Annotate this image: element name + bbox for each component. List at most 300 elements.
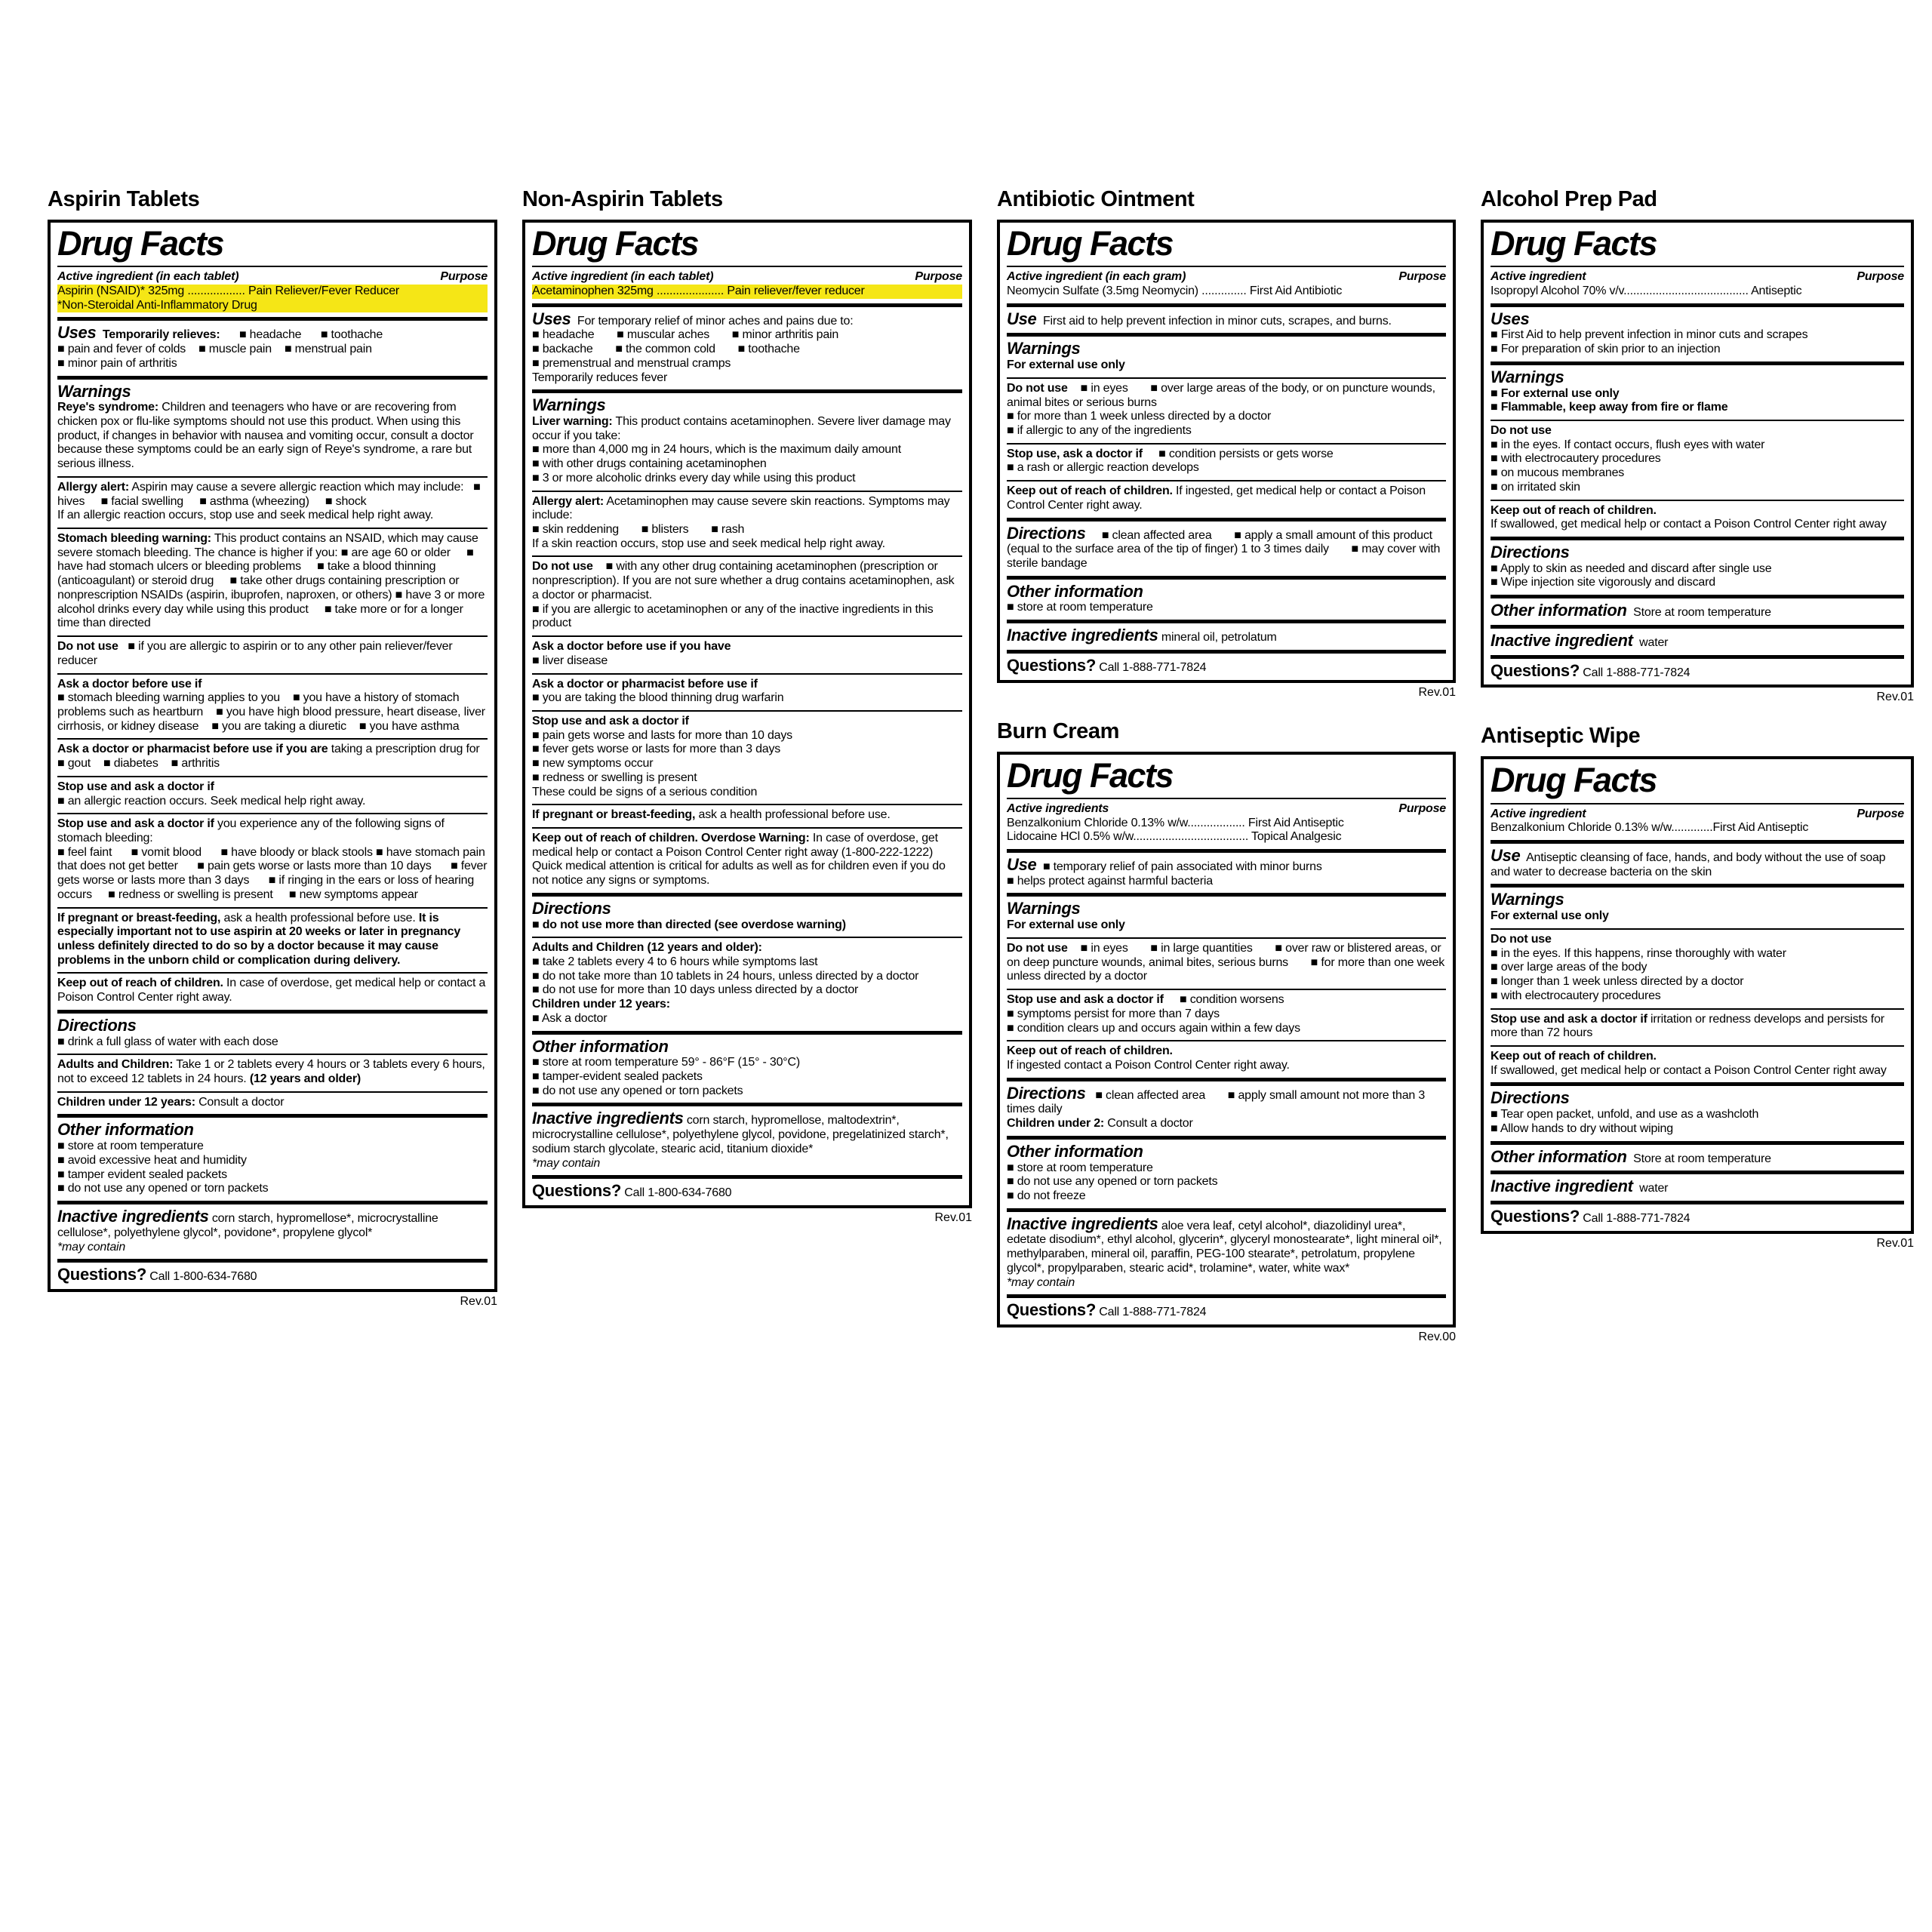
label-section — [57, 1091, 488, 1115]
body-text: irritation or redness develops and persists for more than 72 hours — [1491, 1012, 1888, 1040]
body-text: ■ store at room temperature — [1007, 601, 1153, 614]
body-text: ■ Wipe injection site vigorously and discard — [1491, 576, 1715, 589]
text-line — [532, 832, 962, 888]
text-line — [532, 270, 962, 285]
text-line — [1007, 830, 1446, 844]
body-text: Adults and Children: — [57, 1058, 174, 1072]
text-line — [532, 918, 962, 933]
label-section — [57, 476, 488, 528]
label-section — [1491, 266, 1904, 303]
body-text: Keep out of reach of children. — [1007, 485, 1173, 498]
text-line — [532, 1056, 962, 1070]
text-line — [57, 532, 488, 631]
panel-aspirin-tablets — [48, 187, 497, 1309]
body-text: ■ in the eyes. If this happens, rinse thoroughly with water — [1491, 946, 1786, 960]
body-text: Call 1-888-771-7824 — [1096, 1306, 1207, 1319]
text-line — [1491, 1108, 1904, 1122]
body-text: ■ pain and fever of colds ■ muscle pain ■ menstrual pain — [57, 343, 372, 356]
text-line — [57, 324, 488, 343]
revision-label: Rev.01 — [460, 1294, 497, 1308]
text-line — [532, 640, 962, 654]
text-line — [1007, 358, 1446, 373]
drug-facts-box — [48, 220, 497, 1292]
text-line — [1007, 1044, 1446, 1059]
drug-facts-title: Drug Facts — [1491, 761, 1657, 800]
body-text: For external use only — [1007, 358, 1125, 372]
text-line — [532, 786, 962, 800]
body-text: This product contains an NSAID, which may cause severe stomach bleeding. The chance is higher if you: ■ are age 60 or older ■ have had stomach ulcers or bleeding problems ■ take a blood thinning (anticoagulant) or steroid drug ■ take other drugs containing prescription or nonprescription NSAIDs (aspirin, ibuprofen, naproxen, or others) ■ have 3 or more alcohol drinks every day while using this product ■ take more or for a longer time than directed — [57, 532, 488, 630]
section-heading: Other information — [1491, 1146, 1627, 1166]
label-section — [1491, 1082, 1904, 1140]
body-text: Acetaminophen 325mg ..................... Pain reliever/fever reducer — [532, 284, 865, 297]
label-section — [1491, 759, 1904, 802]
text-line — [532, 678, 962, 692]
body-text: Call 1-888-771-7824 — [1096, 660, 1207, 674]
body-text: ■ stomach bleeding warning applies to you ■ you have a history of stomach problems such as heartburn ■ you have high blood pressure, heart disease, liver cirrhosis, or kidney disease ■ you are taking a diuretic ■ you have asthma — [57, 691, 489, 733]
body-text: Do not use — [1007, 381, 1068, 395]
text-line — [1491, 975, 1904, 989]
body-text: ■ avoid excessive heat and humidity — [57, 1153, 247, 1167]
label-column-3 — [997, 187, 1456, 1344]
section-heading: Questions? — [1491, 660, 1580, 680]
body-text: Keep out of reach of children. Overdose Warning: — [532, 831, 810, 844]
section-heading: Other information — [1007, 1141, 1143, 1161]
label-section — [532, 710, 962, 804]
text-line — [1007, 875, 1446, 889]
text-line — [1007, 1059, 1446, 1073]
label-section — [532, 223, 962, 266]
body-text: ■ with electrocautery procedures — [1491, 452, 1661, 466]
text-line — [532, 371, 962, 386]
drug-facts-box — [1481, 756, 1914, 1233]
revision-label: Rev.00 — [1418, 1331, 1456, 1343]
body-text: Stop use and ask a doctor if — [1007, 993, 1164, 1007]
body-text: Neomycin Sulfate (3.5mg Neomycin) .............. First Aid Antibiotic — [1007, 284, 1343, 297]
section-heading: Directions — [1007, 1083, 1086, 1103]
body-text: ■ for more than 1 week unless directed by a doctor — [1007, 410, 1272, 423]
body-text: If swallowed, get medical help or contact a Poison Control Center right away — [1491, 518, 1887, 531]
text-line — [57, 226, 488, 261]
label-section — [1491, 303, 1904, 361]
body-text: ■ store at room temperature — [57, 1140, 204, 1153]
section-heading: Questions? — [532, 1181, 622, 1201]
text-line — [1491, 466, 1904, 481]
text-line — [57, 343, 488, 357]
purpose-heading — [1857, 270, 1904, 285]
body-text: Take 1 or 2 tablets every 4 hours or 3 tablets every 6 hours, not to exceed 12 tablets in 24 hours. — [57, 1058, 488, 1086]
label-section — [57, 528, 488, 635]
text-line — [57, 1208, 488, 1240]
text-line — [532, 743, 962, 757]
purpose-heading — [440, 270, 488, 285]
body-text: ■ do not freeze — [1007, 1189, 1086, 1202]
text-line — [57, 1140, 488, 1154]
text-line — [57, 270, 488, 285]
text-line — [532, 955, 962, 970]
label-section — [1491, 803, 1904, 840]
label-section — [532, 491, 962, 556]
text-line — [532, 1182, 962, 1201]
body-text — [96, 328, 103, 341]
body-text: ■ clean affected area ■ apply small amount not more than 3 times daily — [1007, 1088, 1429, 1116]
body-text: ■ condition clears up and occurs again within a few days — [1007, 1021, 1300, 1035]
purpose-heading — [915, 270, 962, 285]
body-text: water — [1632, 1182, 1669, 1195]
section-heading: Other information — [57, 1120, 194, 1140]
body-text: ■ Apply to skin as needed and discard after single use — [1491, 561, 1772, 575]
section-heading: Warnings — [57, 381, 131, 401]
body-text: Purpose — [1857, 807, 1904, 820]
section-heading: Inactive ingredient — [1491, 630, 1633, 650]
body-text: ■ Flammable, keep away from fire or flame — [1491, 401, 1728, 414]
label-section — [57, 317, 488, 375]
text-line — [532, 472, 962, 486]
revision-label: Rev.01 — [1418, 685, 1456, 699]
text-line — [1007, 1084, 1446, 1117]
body-text: ■ temporary relief of pain associated with minor burns — [1036, 860, 1322, 874]
text-line — [1007, 817, 1446, 831]
revision-label: Rev.01 — [1876, 1236, 1914, 1250]
text-line — [1007, 1301, 1446, 1320]
section-heading: Uses — [57, 323, 97, 343]
text-line — [1491, 961, 1904, 975]
revision-label: Rev.01 — [1876, 691, 1914, 704]
text-line — [57, 481, 488, 509]
body-text: ■ premenstrual and menstrual cramps — [532, 356, 731, 370]
body-text: Aspirin (NSAID)* 325mg .................. Pain Reliever/Fever Reducer — [57, 284, 400, 297]
panel-title-burn-cream: Burn Cream — [997, 718, 1119, 743]
panel-antibiotic-ointment — [997, 187, 1456, 700]
drug-facts-box — [1481, 220, 1914, 688]
text-line — [532, 998, 962, 1012]
purpose-heading — [1857, 808, 1904, 822]
body-text: Do not use — [1491, 932, 1552, 946]
body-text: Stomach bleeding warning: — [57, 532, 211, 546]
text-line — [1007, 1008, 1446, 1022]
text-line — [1007, 918, 1446, 933]
body-text: ■ Allow hands to dry without wiping — [1491, 1121, 1673, 1135]
text-line — [1491, 518, 1904, 532]
body-text: Purpose — [440, 270, 488, 284]
label-section — [532, 673, 962, 710]
label-section — [1007, 1136, 1446, 1208]
label-section — [1007, 650, 1446, 680]
text-line — [1007, 942, 1446, 984]
body-text: Active ingredient (in each tablet) — [57, 270, 239, 284]
body-text: ■ Tear open packet, unfold, and use as a washcloth — [1491, 1108, 1759, 1121]
text-line — [1491, 1013, 1904, 1041]
body-text: Purpose — [1857, 270, 1904, 284]
label-section — [1007, 755, 1446, 798]
text-line — [532, 396, 962, 415]
active-ingredient-heading — [1007, 802, 1109, 817]
text-line — [1007, 856, 1446, 875]
label-section — [1491, 625, 1904, 655]
label-section — [532, 303, 962, 390]
drug-facts-title: Drug Facts — [1007, 755, 1174, 795]
body-text: Stop use and ask a doctor if — [1491, 1012, 1647, 1026]
text-line — [532, 771, 962, 786]
label-section — [1491, 1045, 1904, 1082]
text-line — [532, 808, 962, 823]
text-line — [1007, 755, 1446, 795]
body-text: Ask a doctor before use if — [57, 677, 202, 691]
text-line — [1007, 583, 1446, 601]
label-section — [57, 907, 488, 973]
body-text: ■ in eyes ■ over large areas of the body, or on puncture wounds, animal bites or serious burns — [1007, 381, 1439, 409]
label-section — [532, 1031, 962, 1103]
body-text: ■ feel faint ■ vomit blood ■ have bloody or black stools ■ have stomach pain that does not get better ■ pain gets worse or lasts more than 10 days ■ fever gets worse or lasts more than 3 days ■ if ringing in the ears or loss of hearing occurs ■ redness or swelling is present ■ new symptoms appear — [57, 845, 491, 901]
body-text: ■ on irritated skin — [1491, 480, 1580, 494]
text-line — [1007, 285, 1446, 299]
text-line — [1007, 270, 1446, 285]
body-text: ■ in eyes ■ in large quantities ■ over raw or blistered areas, or on deep puncture wounds, animal bites, serious burns ■ for more than one week unless directed by a doctor — [1007, 941, 1448, 983]
text-line — [1491, 1089, 1904, 1108]
section-heading: Warnings — [1007, 339, 1081, 358]
active-ingredient-heading — [1007, 270, 1186, 285]
body-text: Allergy alert: — [532, 494, 605, 508]
text-line — [1007, 1215, 1446, 1276]
text-line — [532, 941, 962, 955]
text-line — [1007, 410, 1446, 424]
section-heading: Inactive ingredient — [1491, 1177, 1633, 1196]
body-text: Purpose — [915, 270, 962, 284]
text-line — [57, 640, 488, 668]
body-text: First aid to help prevent infection in minor cuts, scrapes, and burns. — [1036, 314, 1392, 328]
body-text: ■ headache ■ muscular aches ■ minor arthritis pain — [532, 328, 839, 342]
section-heading: Inactive ingredients — [532, 1109, 684, 1128]
text-line — [1491, 387, 1904, 401]
label-section — [1491, 537, 1904, 595]
text-line — [57, 977, 488, 1004]
drug-facts-box — [997, 220, 1456, 683]
body-text: ■ if you are allergic to aspirin or to any other pain reliever/fever reducer — [57, 640, 456, 667]
body-text: ■ helps protect against harmful bacteria — [1007, 874, 1213, 888]
label-section — [1007, 1078, 1446, 1136]
text-line — [532, 729, 962, 743]
panel-antiseptic-wipe — [1481, 724, 1914, 1250]
section-heading: Inactive ingredients — [57, 1207, 209, 1226]
section-heading: Directions — [57, 1015, 137, 1035]
section-heading: Use — [1007, 855, 1037, 875]
text-line — [1491, 504, 1904, 518]
drug-facts-title: Drug Facts — [532, 224, 699, 263]
body-text: ■ store at room temperature — [1007, 1161, 1153, 1174]
body-text: If an allergic reaction occurs, stop use and seek medical help right away. — [57, 509, 434, 522]
text-line — [532, 1038, 962, 1057]
text-line — [1491, 438, 1904, 453]
section-heading: Uses — [532, 309, 571, 328]
body-text: ■ fever gets worse or lasts for more than 3 days — [532, 743, 781, 756]
section-heading: Directions — [1007, 523, 1086, 543]
section-heading: Inactive ingredients — [1007, 626, 1158, 645]
text-line — [57, 383, 488, 401]
label-section — [57, 1114, 488, 1201]
body-text: Keep out of reach of children. — [1491, 503, 1657, 517]
text-line — [1007, 226, 1446, 261]
text-line — [1491, 481, 1904, 495]
body-text: Do not use — [1007, 941, 1068, 955]
body-text: ■ on mucous membranes — [1491, 466, 1625, 480]
body-text: ■ if you are allergic to acetaminophen or any of the inactive ingredients in this product — [532, 602, 937, 630]
text-line — [1491, 424, 1904, 438]
label-section — [532, 827, 962, 893]
body-text: Store at room temperature — [1626, 606, 1771, 620]
label-section — [532, 804, 962, 827]
body-text: Consult a doctor — [195, 1095, 285, 1109]
text-line — [57, 509, 488, 523]
text-line — [532, 537, 962, 552]
body-text: ■ do not take more than 10 tablets in 24 hours, unless directed by a doctor — [532, 969, 919, 983]
text-line — [1491, 543, 1904, 562]
text-line — [1007, 1143, 1446, 1161]
body-text: If ingested, get medical help or contact a Poison Control Center right away. — [1007, 485, 1429, 512]
active-ingredient-heading — [1491, 270, 1586, 285]
body-text: ■ do not use any opened or torn packets — [57, 1182, 269, 1195]
body-text: If swallowed, get medical help or contact a Poison Control Center right away — [1491, 1063, 1887, 1077]
body-text: ■ clean affected area ■ apply a small amount of this product (equal to the surface area of the tip of finger) 1 to 3 times daily ■ may cover with sterile bandage — [1007, 528, 1444, 571]
body-text: ■ liver disease — [532, 654, 608, 667]
body-text: Do not use — [57, 640, 118, 654]
body-text: ■ condition persists or gets worse — [1142, 447, 1334, 460]
active-ingredient-heading — [532, 270, 713, 285]
body-text: ■ with electrocautery procedures — [1491, 989, 1661, 1002]
section-heading: Warnings — [532, 395, 606, 415]
body-text: ■ backache ■ the common cold ■ toothache — [532, 343, 800, 356]
label-section — [1007, 1040, 1446, 1077]
text-line — [57, 1017, 488, 1035]
text-line — [532, 715, 962, 729]
text-line — [532, 357, 962, 371]
label-section — [1007, 849, 1446, 893]
text-line — [532, 1084, 962, 1099]
body-text: This product contains acetaminophen. Severe liver damage may occur if you take: — [532, 415, 955, 442]
body-text: Active ingredients — [1007, 801, 1109, 815]
body-text: Active ingredient — [1491, 270, 1586, 284]
label-section — [1007, 620, 1446, 650]
text-line — [1491, 270, 1904, 285]
body-text: Active ingredient (in each gram) — [1007, 270, 1186, 284]
body-text: Children under 12 years: — [532, 998, 670, 1011]
body-text: corn starch, hypromellose*, microcrystalline cellulose*, polyethylene glycol*, povidone*, propylene glycol* — [57, 1212, 441, 1239]
label-section — [1007, 937, 1446, 989]
label-section — [1007, 1208, 1446, 1295]
body-text: ■ do not use more than directed (see overdose warning) — [532, 918, 846, 931]
body-text: corn starch, hypromellose, maltodextrin*, microcrystalline cellulose*, polyethylene glycol, povidone, pregelatinized starch*, sodium starch glycolate, stearic acid, titanium dioxide* — [532, 1114, 952, 1155]
text-line — [1491, 947, 1904, 961]
label-section — [532, 555, 962, 635]
label-section — [57, 776, 488, 813]
body-text: ■ with other drugs containing acetaminophen — [532, 457, 767, 471]
body-text: Temporarily reduces fever — [532, 371, 668, 384]
label-section — [532, 389, 962, 490]
text-line — [1491, 452, 1904, 466]
text-line — [57, 1154, 488, 1168]
text-line — [532, 495, 962, 523]
body-text: taking a prescription drug for ■ gout ■ diabetes ■ arthritis — [57, 743, 493, 771]
label-section — [1491, 361, 1904, 420]
label-section — [57, 1201, 488, 1259]
body-text: Stop use and ask a doctor if — [57, 817, 214, 831]
text-line — [57, 1241, 488, 1255]
label-section — [1007, 377, 1446, 443]
body-text: mineral oil, petrolatum — [1158, 631, 1277, 645]
body-text: Active ingredient — [1491, 807, 1586, 820]
body-text: aloe vera leaf, cetyl alcohol*, diazolidinyl urea*, edetate disodium*, ethyl alcohol, glycerin*, glyceryl monostearate*, light mineral oil*, methylparaben, mineral oil, paraffin, PEG-100 stearate*, petrolatum, propylene glycol*, propylparaben, stearic acid*, trolamine*, water, white wax* — [1007, 1219, 1445, 1275]
label-section — [1491, 1141, 1904, 1171]
body-text: If pregnant or breast-feeding, — [57, 911, 221, 924]
text-line — [1491, 343, 1904, 357]
body-text: Aspirin may cause a severe allergic reaction which may include: ■ hives ■ facial swelling ■ asthma (wheezing) ■ shock — [57, 480, 484, 508]
text-line — [1491, 933, 1904, 947]
text-line — [57, 795, 488, 809]
text-line — [1007, 461, 1446, 475]
body-text: (12 years and older) — [249, 1072, 361, 1086]
body-text: ■ do not use any opened or torn packets — [1007, 1175, 1218, 1189]
label-column-1 — [48, 187, 497, 1309]
text-line — [57, 299, 488, 313]
label-section — [57, 738, 493, 775]
body-text: Call 1-800-634-7680 — [621, 1186, 732, 1200]
label-section — [1007, 576, 1446, 620]
text-line — [1007, 1276, 1446, 1291]
label-section — [1491, 928, 1904, 1008]
text-line — [1491, 847, 1904, 879]
text-line — [57, 1182, 488, 1196]
body-text: Ask a doctor or pharmacist before use if — [532, 677, 758, 691]
active-ingredient-heading — [1491, 808, 1586, 822]
body-text: ■ do not use for more than 10 days unless directed by a doctor — [532, 983, 859, 997]
body-text: Children under 12 years: — [57, 1095, 195, 1109]
body-text: Call 1-800-634-7680 — [146, 1270, 257, 1284]
body-text: In case of overdose, get medical help or contact a Poison Control Center right away (1-800-222-1222) Quick medical attention is critical for adults as well as for children even if you do not notice any signs or symptoms. — [532, 831, 949, 888]
text-line — [532, 970, 962, 984]
body-text: Lidocaine HCl 0.5% w/w.................................... Topical Analgesic — [1007, 830, 1342, 844]
body-text: Stop use, ask a doctor if — [1007, 447, 1143, 460]
body-text: Isopropyl Alcohol 70% v/v....................................... Antiseptic — [1491, 284, 1802, 297]
purpose-heading — [1398, 802, 1446, 817]
label-section — [57, 376, 488, 476]
text-line — [57, 1096, 488, 1110]
active-ingredient-heading — [57, 270, 238, 285]
text-line — [57, 357, 488, 371]
text-line — [532, 900, 962, 918]
text-line — [1491, 989, 1904, 1004]
text-line — [1007, 802, 1446, 817]
body-text: *may contain — [57, 1240, 126, 1254]
section-heading: Directions — [1491, 1088, 1570, 1108]
label-section — [1007, 1294, 1446, 1324]
section-heading: Inactive ingredients — [1007, 1214, 1158, 1233]
label-section — [1491, 1171, 1904, 1201]
label-section — [1007, 223, 1446, 266]
label-section — [1491, 420, 1904, 500]
body-text: Store at room temperature — [1626, 1152, 1771, 1165]
text-line — [57, 1121, 488, 1140]
text-line — [1007, 601, 1446, 615]
text-line — [1007, 626, 1446, 645]
label-section — [1007, 989, 1446, 1040]
drug-facts-title: Drug Facts — [1491, 224, 1657, 263]
text-line — [1491, 285, 1904, 299]
text-line — [57, 845, 491, 903]
body-text: Active ingredient (in each tablet) — [532, 270, 714, 284]
label-section — [1491, 1008, 1904, 1045]
label-section — [1007, 303, 1446, 334]
body-text: Children under 2: — [1007, 1117, 1105, 1131]
body-text: ■ a rash or allergic reaction develops — [1007, 461, 1199, 475]
label-section — [1491, 840, 1904, 884]
